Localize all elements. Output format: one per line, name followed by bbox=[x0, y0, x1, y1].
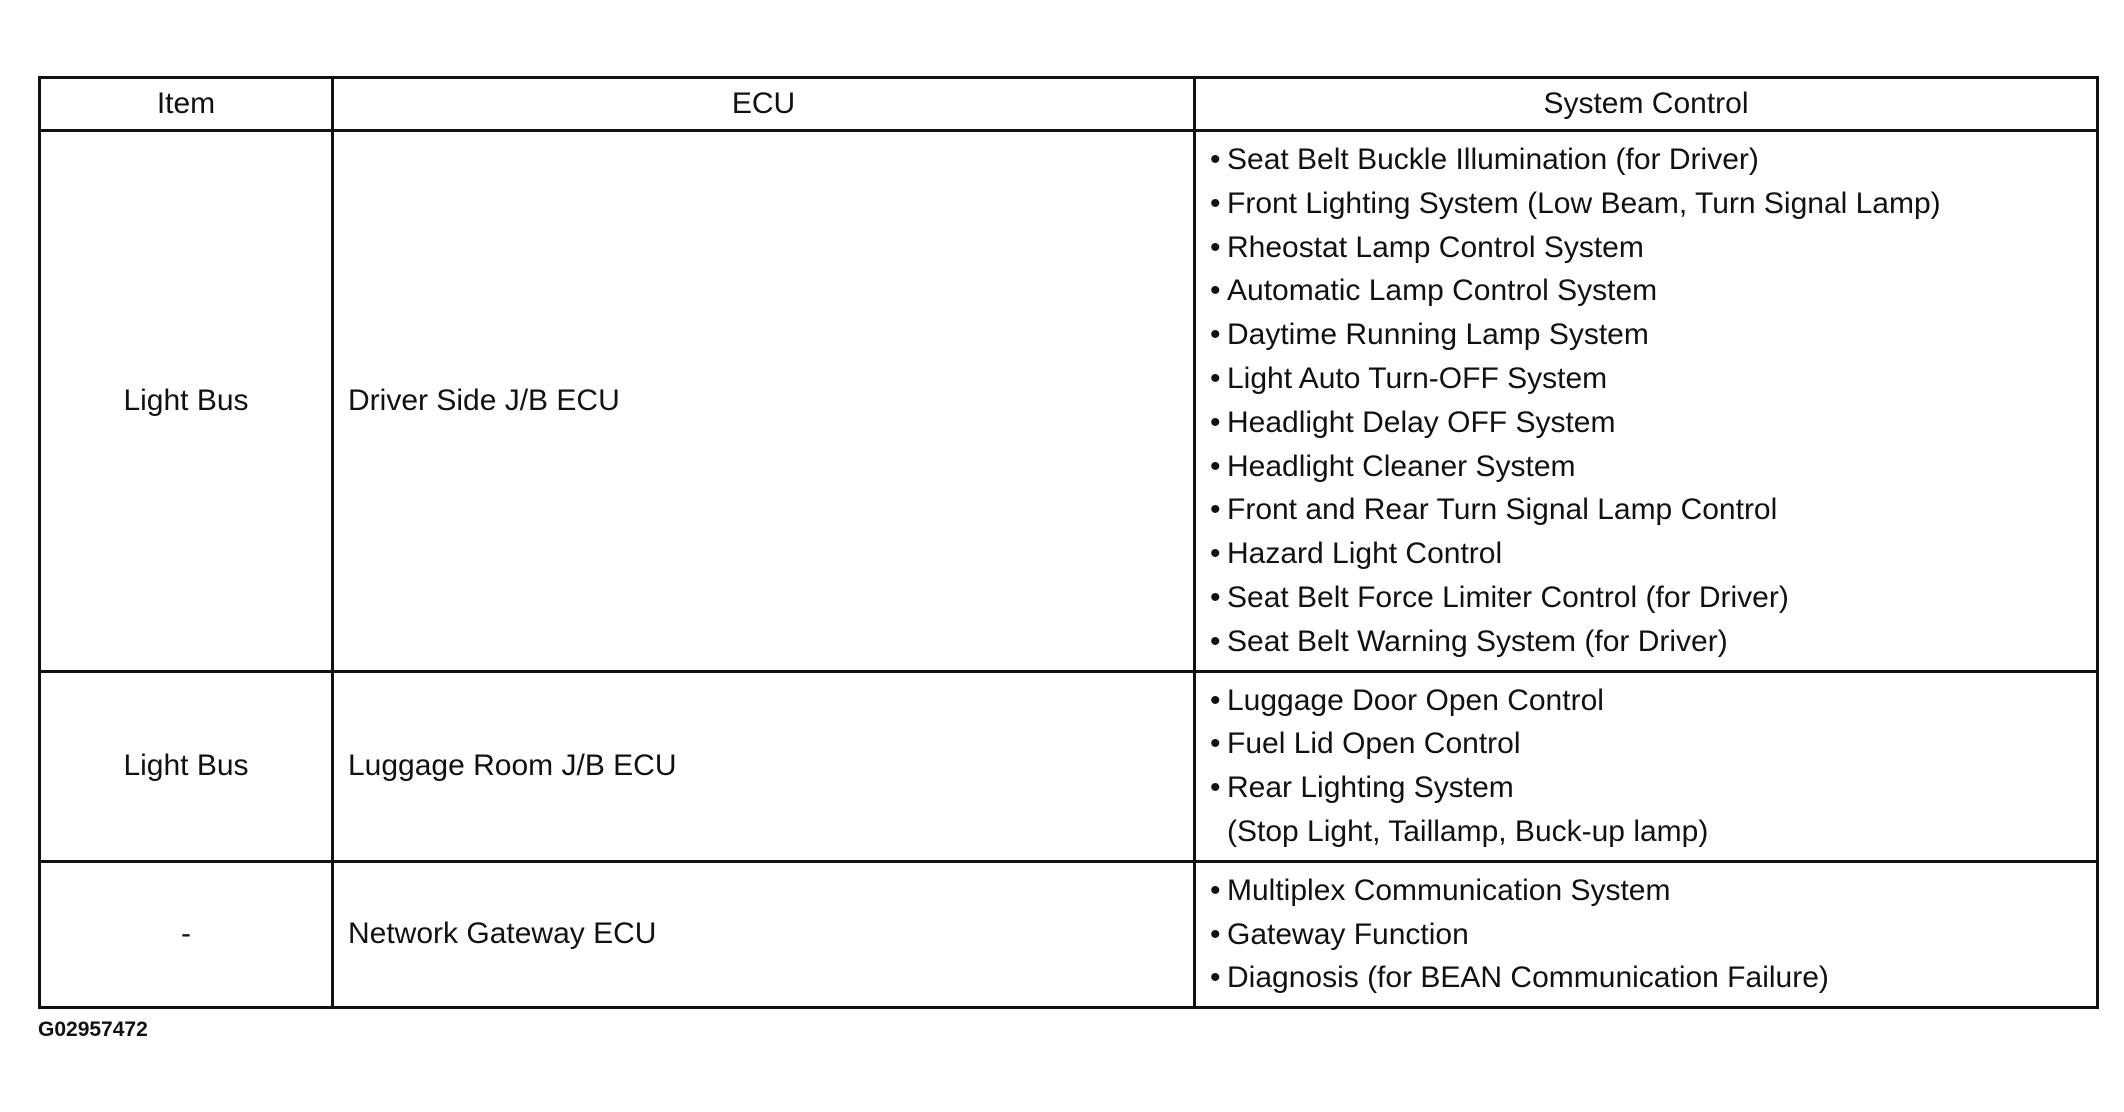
bullet-icon: • bbox=[1210, 186, 1221, 220]
list-item bbox=[1210, 766, 2096, 810]
item-cell: Light Bus bbox=[40, 671, 333, 861]
system-label: Daytime Running Lamp System bbox=[1227, 318, 1649, 352]
bullet-icon: • bbox=[1210, 405, 1221, 439]
system-label: Gateway Function bbox=[1227, 917, 1469, 951]
figure-id: G02957472 bbox=[38, 1018, 148, 1041]
bullet-icon: • bbox=[1210, 624, 1221, 658]
bullet-icon: • bbox=[1210, 318, 1221, 352]
system-list bbox=[1210, 869, 2096, 1000]
bullet-icon: • bbox=[1210, 230, 1221, 264]
system-label: Seat Belt Force Limiter Control (for Driver) bbox=[1227, 580, 1789, 614]
list-item bbox=[1210, 722, 2096, 766]
system-label: Seat Belt Buckle Illumination (for Driver) bbox=[1227, 143, 1759, 176]
bullet-icon: • bbox=[1210, 361, 1221, 395]
system-label: Front and Rear Turn Signal Lamp Control bbox=[1227, 493, 1778, 527]
header-item: Item bbox=[40, 78, 333, 131]
bullet-icon: • bbox=[1210, 537, 1221, 571]
table-row bbox=[40, 671, 2098, 861]
bullet-icon: • bbox=[1210, 274, 1221, 308]
list-item bbox=[1210, 869, 2096, 913]
list-item-continuation: (Stop Light, Taillamp, Buck-up lamp) bbox=[1227, 814, 1709, 848]
system-list bbox=[1210, 138, 2096, 664]
system-label: Luggage Door Open Control bbox=[1227, 683, 1604, 717]
list-item bbox=[1210, 182, 2096, 226]
list-item bbox=[1210, 576, 2096, 620]
header-system-control: System Control bbox=[1195, 78, 2098, 131]
item-cell: - bbox=[40, 861, 333, 1007]
bullet-icon: • bbox=[1210, 873, 1221, 907]
list-item bbox=[1210, 956, 2096, 1000]
system-control-cell bbox=[1195, 861, 2098, 1007]
system-label: Diagnosis (for BEAN Communication Failure) bbox=[1227, 961, 1829, 995]
system-label: Hazard Light Control bbox=[1227, 537, 1503, 571]
system-label: Headlight Cleaner System bbox=[1227, 449, 1576, 483]
table-row bbox=[40, 131, 2098, 672]
table-row bbox=[40, 861, 2098, 1007]
system-label: Fuel Lid Open Control bbox=[1227, 727, 1521, 761]
ecu-system-control-table bbox=[38, 76, 2099, 1009]
system-label: Multiplex Communication System bbox=[1227, 873, 1671, 907]
list-item bbox=[1210, 357, 2096, 401]
system-label: Rheostat Lamp Control System bbox=[1227, 230, 1644, 264]
system-label: Front Lighting System (Low Beam, Turn Signal Lamp) bbox=[1227, 186, 1941, 220]
table-header-row bbox=[40, 78, 2098, 131]
list-item bbox=[1210, 138, 2096, 182]
list-item bbox=[1210, 401, 2096, 445]
system-label: Headlight Delay OFF System bbox=[1227, 405, 1616, 439]
list-item bbox=[1210, 269, 2096, 313]
system-control-cell bbox=[1195, 671, 2098, 861]
system-label: Seat Belt Warning System (for Driver) bbox=[1227, 624, 1728, 658]
bullet-icon: • bbox=[1210, 143, 1221, 176]
bullet-icon: • bbox=[1210, 917, 1221, 951]
list-item bbox=[1210, 313, 2096, 357]
bullet-icon: • bbox=[1210, 683, 1221, 717]
bullet-icon: • bbox=[1210, 580, 1221, 614]
ecu-cell: Luggage Room J/B ECU bbox=[333, 671, 1195, 861]
bullet-icon: • bbox=[1210, 493, 1221, 527]
system-label: Automatic Lamp Control System bbox=[1227, 274, 1658, 308]
bullet-icon: • bbox=[1210, 961, 1221, 995]
system-label: Light Auto Turn-OFF System bbox=[1227, 361, 1608, 395]
header-ecu: ECU bbox=[333, 78, 1195, 131]
list-item bbox=[1210, 620, 2096, 664]
list-item bbox=[1210, 226, 2096, 270]
item-cell: Light Bus bbox=[40, 131, 333, 672]
list-item bbox=[1210, 488, 2096, 532]
bullet-icon: • bbox=[1210, 727, 1221, 761]
list-item bbox=[1210, 913, 2096, 957]
bullet-icon: • bbox=[1210, 449, 1221, 483]
system-list bbox=[1210, 679, 2096, 854]
system-label: Rear Lighting System bbox=[1227, 771, 1514, 805]
list-item bbox=[1210, 532, 2096, 576]
list-item bbox=[1210, 679, 2096, 723]
ecu-cell: Driver Side J/B ECU bbox=[333, 131, 1195, 672]
system-control-cell bbox=[1195, 131, 2098, 672]
bullet-icon: • bbox=[1210, 771, 1221, 805]
ecu-cell: Network Gateway ECU bbox=[333, 861, 1195, 1007]
list-item bbox=[1210, 445, 2096, 489]
